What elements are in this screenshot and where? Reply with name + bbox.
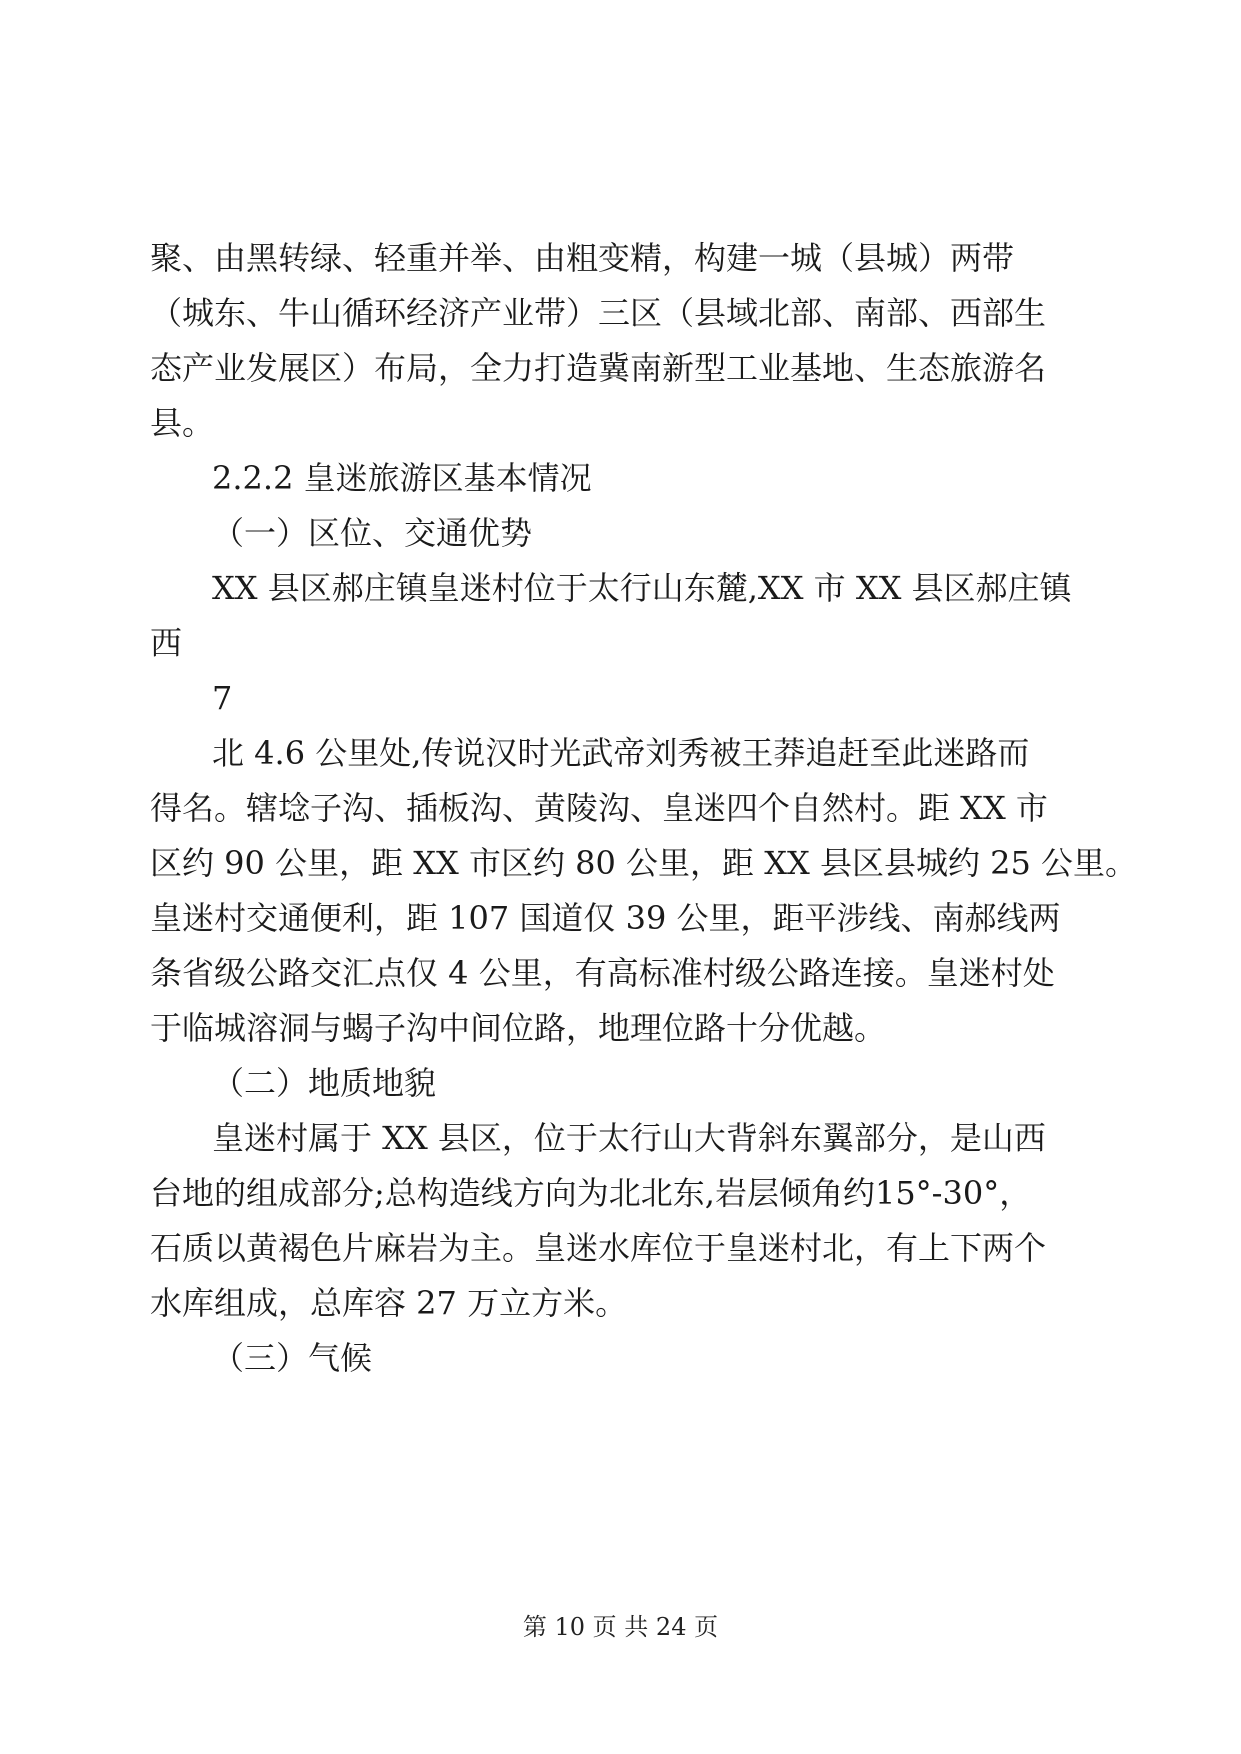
inline-number: 7 [212, 679, 233, 717]
subsection-heading: （三）气候 [212, 1339, 373, 1377]
page-number-footer: 第 10 页 共 24 页 [522, 1613, 719, 1641]
body-line: 石质以黄褐色片麻岩为主。皇迷水库位于皇迷村北，有上下两个 [150, 1229, 1047, 1267]
subsection-heading: （二）地质地貌 [212, 1064, 437, 1102]
body-line: 于临城溶洞与蝎子沟中间位路，地理位路十分优越。 [150, 1009, 887, 1047]
body-line: XX 县区郝庄镇皇迷村位于太行山东麓,XX 市 XX 县区郝庄镇 [212, 569, 1072, 607]
section-heading: 2.2.2 皇迷旅游区基本情况 [212, 459, 592, 497]
body-line: 水库组成，总库容 27 万立方米。 [150, 1284, 628, 1322]
body-line: 皇迷村交通便利，距 107 国道仅 39 公里，距平涉线、南郝线两 [150, 899, 1061, 937]
body-line: 台地的组成部分;总构造线方向为北北东,岩层倾角约15°-30°， [150, 1174, 1032, 1212]
body-line: 态产业发展区）布局，全力打造冀南新型工业基地、生态旅游名 [150, 349, 1047, 387]
body-line: 条省级公路交汇点仅 4 公里，有高标准村级公路连接。皇迷村处 [150, 954, 1055, 992]
subsection-heading: （一）区位、交通优势 [212, 514, 533, 552]
body-line: 聚、由黑转绿、轻重并举、由粗变精，构建一城（县城）两带 [150, 239, 1015, 277]
body-line: （城东、牛山循环经济产业带）三区（县域北部、南部、西部生 [150, 294, 1047, 332]
body-line: 得名。辖埝子沟、插板沟、黄陵沟、皇迷四个自然村。距 XX 市 [150, 789, 1048, 827]
body-line: 县。 [150, 404, 215, 442]
body-line: 皇迷村属于 XX 县区，位于太行山大背斜东翼部分，是山西 [212, 1119, 1046, 1157]
body-line: 北 4.6 公里处,传说汉时光武帝刘秀被王莽追赶至此迷路而 [212, 734, 1030, 772]
body-line: 西 [150, 624, 183, 662]
body-line: 区约 90 公里，距 XX 市区约 80 公里，距 XX 县区县城约 25 公里。 [150, 844, 1138, 882]
